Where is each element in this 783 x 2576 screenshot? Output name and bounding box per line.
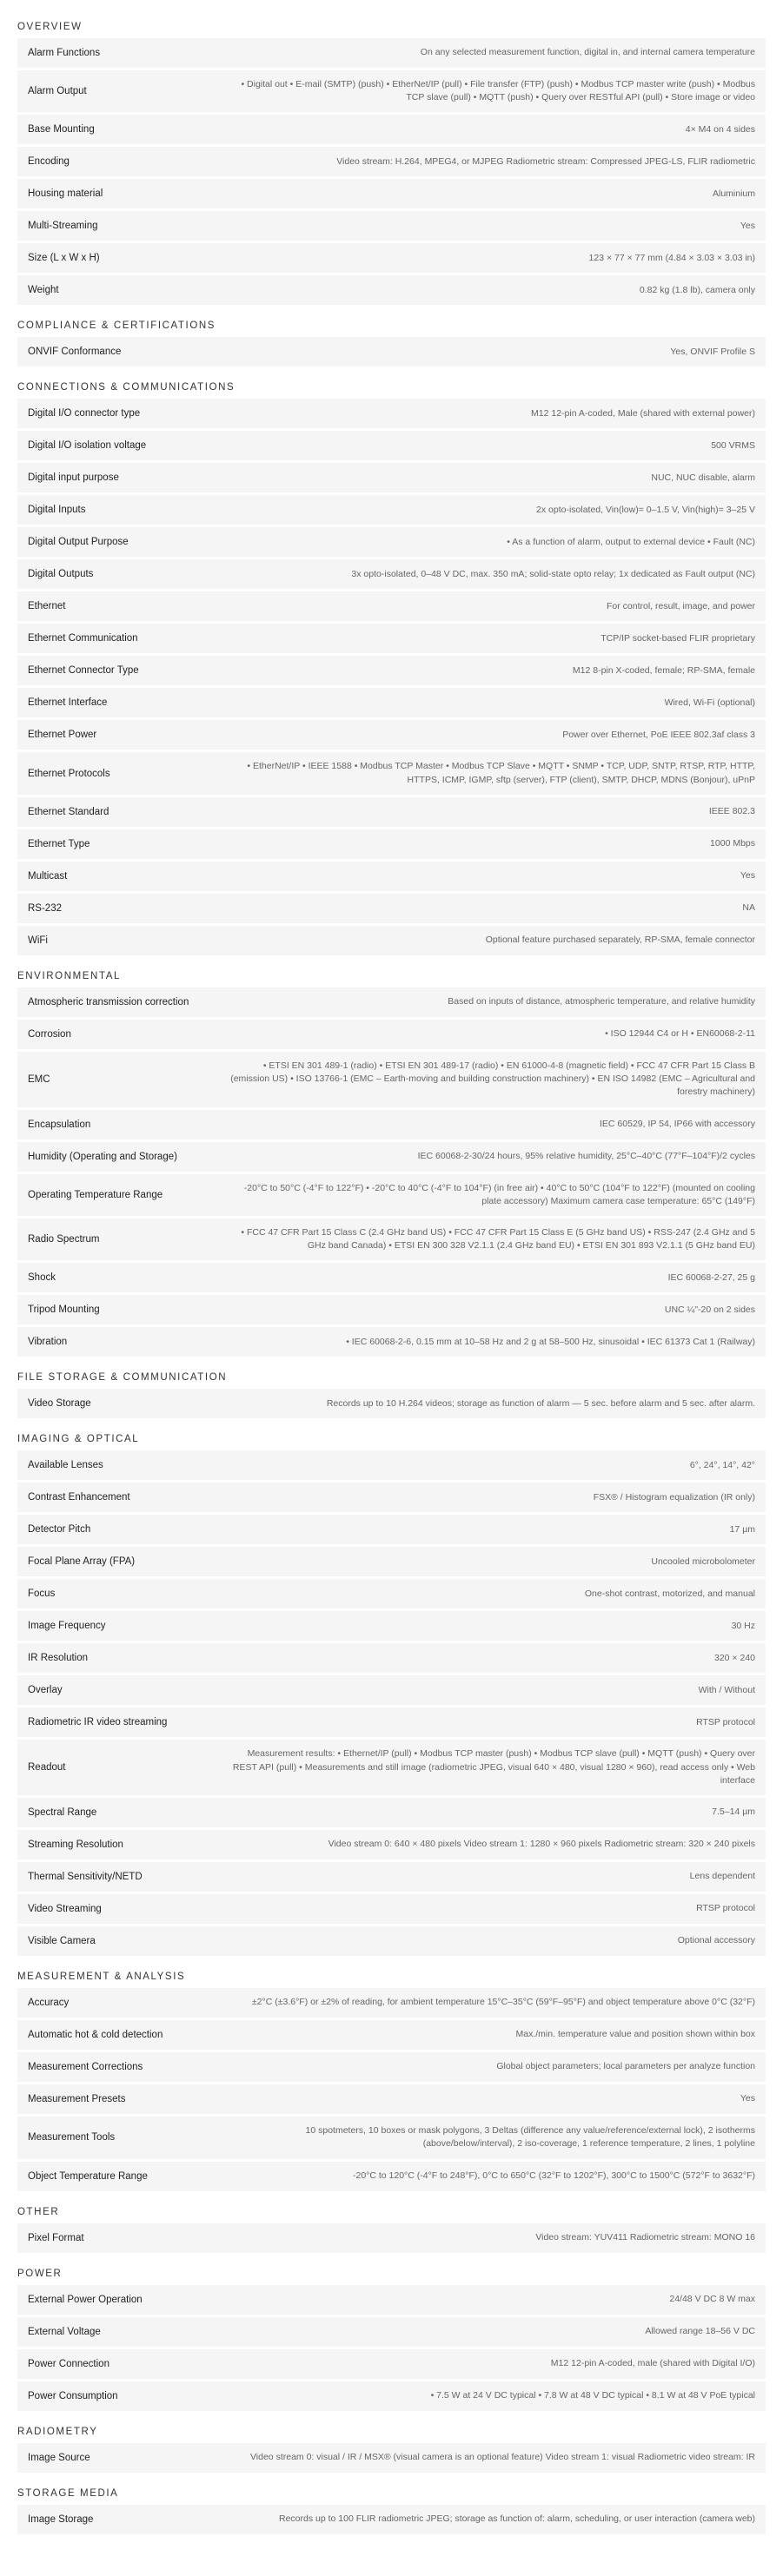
- spec-value: M12 8-pin X-coded, female; RP-SMA, female: [572, 664, 755, 676]
- spec-section: [17, 1434, 766, 1956]
- spec-label: Pixel Format: [28, 2232, 84, 2243]
- section-title: ENVIRONMENTAL: [17, 970, 121, 981]
- spec-label: Contrast Enhancement: [28, 1492, 130, 1503]
- spec-label: Alarm Output: [28, 86, 87, 97]
- spec-label: Tripod Mounting: [28, 1305, 100, 1316]
- spec-value: -20°C to 50°C (-4°F to 122°F) • -20°C to 40°C (-4°F to 104°F) (in free air) • 40°C to 50°C (104°F to 122°F) (mounted on cooling plate accessory) Maximum camera case temperature: 65°C (149°F): [243, 1182, 755, 1206]
- spec-row: [17, 337, 766, 367]
- spec-value: 17 µm: [729, 1523, 755, 1535]
- spec-row: [17, 1295, 766, 1324]
- spec-label: Ethernet: [28, 601, 66, 612]
- spec-value: 0.82 kg (1.8 lb), camera only: [639, 284, 755, 295]
- spec-row: [17, 1389, 766, 1418]
- section-title: RADIOMETRY: [17, 2426, 98, 2437]
- spec-row: [17, 495, 766, 525]
- spec-row: [17, 1675, 766, 1705]
- spec-row: [17, 38, 766, 68]
- section-title: OTHER: [17, 2206, 60, 2217]
- spec-label: Focal Plane Array (FPA): [28, 1556, 136, 1568]
- spec-value: Wired, Wi-Fi (optional): [664, 697, 755, 708]
- spec-label: Corrosion: [28, 1028, 71, 1040]
- spec-value: 4× M4 on 4 sides: [685, 123, 755, 135]
- spec-label: Alarm Functions: [28, 48, 101, 58]
- spec-section: [17, 2269, 766, 2411]
- spec-row: [17, 1830, 766, 1859]
- spec-row: [17, 1611, 766, 1641]
- spec-section: [17, 22, 766, 305]
- spec-row: [17, 1450, 766, 1480]
- spec-row: [17, 463, 766, 492]
- spec-row: [17, 829, 766, 859]
- spec-value: • Digital out • E-mail (SMTP) (push) • EtherNet/IP (pull) • File transfer (FTP) (push) • Modbus TCP master write (push) • Modbus TCP slave (pull) • MQTT (push) • Query over RESTful API (pull) • Store image or video: [241, 79, 755, 103]
- spec-value: Global object parameters; local parameters per analyze function: [496, 2061, 755, 2072]
- spec-label: Accuracy: [28, 1998, 70, 2009]
- spec-row: [17, 1894, 766, 1924]
- spec-label: Measurement Presets: [28, 2094, 126, 2105]
- spec-row: [17, 1020, 766, 1049]
- spec-row: [17, 559, 766, 589]
- spec-section: [17, 2207, 766, 2253]
- spec-value: FSX® / Histogram equalization (IR only): [593, 1491, 755, 1503]
- section-title: OVERVIEW: [17, 22, 83, 32]
- spec-row: [17, 1515, 766, 1544]
- spec-value: 2x opto-isolated, Vin(low)= 0–1.5 V, Vin(high)= 3–25 V: [536, 504, 755, 515]
- spec-label: Video Streaming: [28, 1904, 102, 1915]
- spec-label: Image Storage: [28, 2513, 94, 2525]
- spec-label: WiFi: [28, 935, 48, 946]
- spec-label: Power Consumption: [28, 2390, 118, 2401]
- spec-label: Radio Spectrum: [28, 1234, 100, 1245]
- spec-row: [17, 2349, 766, 2379]
- spec-label: Image Frequency: [28, 1621, 106, 1632]
- spec-row: [17, 2317, 766, 2347]
- spec-row: [17, 2162, 766, 2191]
- spec-value: Aluminium: [712, 188, 755, 199]
- spec-row: [17, 1219, 766, 1260]
- spec-value: • 7.5 W at 24 V DC typical • 7.8 W at 48 V DC typical • 8.1 W at 48 V PoE typical: [430, 2389, 755, 2401]
- spec-label: Power Connection: [28, 2358, 109, 2369]
- spec-value: On any selected measurement function, digital in, and internal camera temperature: [420, 47, 755, 58]
- spec-row: [17, 2505, 766, 2534]
- spec-label: RS-232: [28, 902, 62, 914]
- spec-value: 6°, 24°, 14°, 42°: [689, 1459, 755, 1470]
- spec-row: [17, 1740, 766, 1795]
- spec-label: Humidity (Operating and Storage): [28, 1151, 177, 1162]
- spec-value: TCP/IP socket-based FLIR proprietary: [601, 632, 755, 644]
- spec-value: 1000 Mbps: [710, 838, 755, 849]
- spec-label: Ethernet Communication: [28, 633, 138, 644]
- spec-row: [17, 2052, 766, 2082]
- spec-row: [17, 399, 766, 428]
- spec-row: [17, 70, 766, 112]
- spec-value: Yes: [740, 870, 755, 882]
- spec-row: [17, 591, 766, 621]
- spec-label: Digital Output Purpose: [28, 537, 129, 548]
- spec-value: • FCC 47 CFR Part 15 Class C (2.4 GHz band US) • FCC 47 CFR Part 15 Class E (5 GHz band US) • RSS-247 (2.4 GHz and 5 GHz band Canada) • ETSI EN 300 328 V2.1.1 (2.4 GHz band EU) • ETSI EN 301 893 V2.1.1 (5 GHz band EU): [241, 1226, 755, 1252]
- spec-row: [17, 115, 766, 144]
- spec-value: 7.5–14 µm: [712, 1807, 755, 1818]
- spec-value: IEC 60068-2-30/24 hours, 95% relative humidity, 25°C–40°C (77°F–104°F)/2 cycles: [417, 1150, 755, 1161]
- spec-value: 30 Hz: [731, 1620, 755, 1631]
- spec-label: Available Lenses: [28, 1460, 103, 1471]
- spec-value: -20°C to 120°C (-4°F to 248°F), 0°C to 650°C (32°F to 1202°F), 300°C to 1500°C (572°F to 3632°F): [352, 2170, 755, 2181]
- spec-row: [17, 1798, 766, 1827]
- spec-value: Optional accessory: [677, 1935, 755, 1946]
- spec-section: [17, 2488, 766, 2534]
- spec-value: • IEC 60068-2-6, 0.15 mm at 10–58 Hz and 2 g at 58–500 Hz, sinusoidal • IEC 61373 Cat 1 (Railway): [346, 1336, 755, 1347]
- spec-label: Size (L x W x H): [28, 253, 100, 264]
- spec-label: Ethernet Standard: [28, 806, 109, 817]
- spec-label: Overlay: [28, 1685, 63, 1696]
- spec-row: [17, 752, 766, 794]
- spec-value: Yes: [740, 220, 755, 231]
- spec-label: Ethernet Connector Type: [28, 665, 139, 677]
- spec-row: [17, 1547, 766, 1576]
- spec-label: External Power Operation: [28, 2294, 143, 2305]
- spec-row: [17, 2381, 766, 2411]
- spec-label: Housing material: [28, 188, 103, 200]
- spec-value: With / Without: [698, 1684, 755, 1695]
- section-title: CONNECTIONS & COMMUNICATIONS: [17, 382, 236, 393]
- spec-value: Yes, ONVIF Profile S: [670, 346, 755, 357]
- spec-value: 3x opto-isolated, 0–48 V DC, max. 350 mA; solid-state opto relay; 1x dedicated as Fault output (NC): [351, 568, 755, 579]
- spec-label: Thermal Sensitivity/NETD: [28, 1872, 143, 1883]
- spec-value: IEC 60529, IP 54, IP66 with accessory: [600, 1118, 755, 1129]
- spec-row: [17, 2084, 766, 2114]
- spec-row: [17, 211, 766, 241]
- spec-label: Radiometric IR video streaming: [28, 1717, 168, 1728]
- spec-label: Digital Outputs: [28, 569, 94, 580]
- spec-label: Visible Camera: [28, 1936, 96, 1947]
- spec-label: Image Source: [28, 2452, 90, 2463]
- spec-label: Atmospheric transmission correction: [28, 996, 189, 1007]
- spec-row: [17, 1142, 766, 1172]
- spec-value: RTSP protocol: [696, 1716, 755, 1727]
- section-title: MEASUREMENT & ANALYSIS: [17, 1972, 186, 1983]
- spec-label: Encoding: [28, 156, 70, 168]
- section-title: FILE STORAGE & COMMUNICATION: [17, 1372, 228, 1384]
- spec-label: Ethernet Type: [28, 838, 90, 849]
- spec-value: Records up to 10 H.264 videos; storage as function of alarm — 5 sec. before alarm and 5 sec. after alarm.: [326, 1397, 755, 1409]
- spec-row: [17, 656, 766, 685]
- spec-value: Uncooled microbolometer: [651, 1556, 755, 1567]
- spec-row: [17, 1263, 766, 1292]
- spec-section: [17, 1372, 766, 1418]
- spec-value: M12 12-pin A-coded, Male (shared with external power): [531, 407, 755, 419]
- spec-label: Measurement Corrections: [28, 2062, 143, 2073]
- spec-value: Video stream 0: visual / IR / MSX® (visual camera is an optional feature) Video stream 1: visual Radiometric video stream: IR: [249, 2451, 755, 2462]
- spec-label: Object Temperature Range: [28, 2170, 148, 2182]
- spec-label: Measurement Tools: [28, 2132, 116, 2143]
- spec-row: [17, 275, 766, 305]
- spec-section: [17, 971, 766, 1357]
- spec-label: Detector Pitch: [28, 1524, 91, 1536]
- spec-row: [17, 862, 766, 891]
- spec-label: Multicast: [28, 870, 68, 882]
- spec-value: UNC ¼"-20 on 2 sides: [664, 1304, 755, 1315]
- spec-value: NUC, NUC disable, alarm: [651, 472, 755, 483]
- spec-value: • ISO 12944 C4 or H • EN60068-2-11: [605, 1028, 755, 1040]
- spec-row: [17, 2117, 766, 2158]
- spec-value: Lens dependent: [689, 1871, 755, 1882]
- spec-label: Ethernet Protocols: [28, 768, 110, 779]
- spec-label: Vibration: [28, 1337, 68, 1348]
- section-title: POWER: [17, 2268, 63, 2279]
- spec-value: ±2°C (±3.6°F) or ±2% of reading, for ambient temperature 15°C–35°C (59°F–95°F) and object temperature above 0°C (32°F): [251, 1997, 755, 2008]
- spec-value: Optional feature purchased separately, RP-SMA, female connector: [485, 935, 755, 946]
- spec-label: Digital I/O isolation voltage: [28, 440, 147, 452]
- spec-row: [17, 926, 766, 955]
- spec-row: [17, 1988, 766, 2018]
- spec-label: ONVIF Conformance: [28, 347, 122, 358]
- spec-section: [17, 1972, 766, 2190]
- spec-value: IEEE 802.3: [708, 806, 755, 817]
- spec-row: [17, 1862, 766, 1892]
- spec-label: Focus: [28, 1589, 56, 1600]
- spec-section: [17, 382, 766, 954]
- spec-label: Ethernet Interface: [28, 697, 108, 709]
- spec-label: Digital Inputs: [28, 505, 86, 516]
- spec-value: Video stream: YUV411 Radiometric stream: MONO 16: [535, 2231, 755, 2242]
- spec-label: Weight: [28, 285, 59, 296]
- spec-section: [17, 320, 766, 367]
- spec-row: [17, 720, 766, 750]
- spec-value: • ETSI EN 301 489-1 (radio) • ETSI EN 301 489-17 (radio) • EN 61000-4-8 (magnetic field) • FCC 47 CFR Part 15 Class B (emission US) • ISO 13766-1 (EMC – Earth-moving and building construction machinery) • EN ISO 14982 (EMC – Agricultural and forestry machinery): [230, 1060, 755, 1098]
- spec-value: Power over Ethernet, PoE IEEE 802.3af class 3: [562, 729, 755, 740]
- spec-value: Video stream 0: 640 × 480 pixels Video stream 1: 1280 × 960 pixels Radiometric stream: 320 × 240 pixels: [328, 1839, 755, 1850]
- spec-row: [17, 243, 766, 273]
- spec-value: Records up to 100 FLIR radiometric JPEG; storage as function of: alarm, scheduling, or user interaction (camera web): [279, 2513, 755, 2524]
- section-title: COMPLIANCE & CERTIFICATIONS: [17, 320, 216, 332]
- spec-row: [17, 797, 766, 827]
- spec-row: [17, 2443, 766, 2473]
- spec-row: [17, 431, 766, 460]
- spec-row: [17, 527, 766, 557]
- spec-value: Video stream: H.264, MPEG4, or MJPEG Radiometric stream: Compressed JPEG-LS, FLIR radiometric: [336, 155, 755, 167]
- spec-row: [17, 1110, 766, 1139]
- spec-row: [17, 894, 766, 923]
- spec-value: M12 12-pin A-coded, male (shared with Digital I/O): [550, 2357, 755, 2368]
- spec-value: 320 × 240: [713, 1652, 755, 1663]
- spec-row: [17, 147, 766, 176]
- spec-row: [17, 1483, 766, 1512]
- spec-label: Readout: [28, 1762, 66, 1773]
- spec-value: Allowed range 18–56 V DC: [645, 2325, 755, 2336]
- spec-label: Operating Temperature Range: [28, 1189, 163, 1200]
- spec-label: Spectral Range: [28, 1807, 97, 1819]
- spec-row: [17, 624, 766, 653]
- spec-label: Multi-Streaming: [28, 221, 98, 232]
- spec-label: External Voltage: [28, 2326, 101, 2337]
- spec-value: Based on inputs of distance, atmospheric temperature, and relative humidity: [448, 996, 755, 1007]
- spec-label: Encapsulation: [28, 1119, 91, 1130]
- spec-label: Digital I/O connector type: [28, 408, 141, 419]
- spec-row: [17, 1174, 766, 1216]
- spec-label: Video Storage: [28, 1398, 91, 1410]
- spec-value: 500 VRMS: [711, 439, 755, 451]
- spec-row: [17, 1052, 766, 1107]
- spec-value: Measurement results: • Ethernet/IP (pull) • Modbus TCP master (push) • Modbus TCP slave (pull) • MQTT (push) • Query over REST API (pull) • Measurements and still image (radiometric JPEG, visual 640 × 480, visual 1280 × 960), read access only • Web interface: [232, 1748, 755, 1786]
- spec-label: Base Mounting: [28, 124, 95, 135]
- spec-row: [17, 179, 766, 208]
- spec-row: [17, 1643, 766, 1673]
- spec-row: [17, 1579, 766, 1608]
- spec-row: [17, 2285, 766, 2315]
- spec-row: [17, 987, 766, 1017]
- spec-value: • EtherNet/IP • IEEE 1588 • Modbus TCP Master • Modbus TCP Slave • MQTT • SNMP • TCP, UDP, SNTP, RTSP, RTP, HTTP, HTTPS, ICMP, IGMP, sftp (server), FTP (client), SMTP, DHCP, MDNS (Bonjour), uPnP: [247, 761, 755, 785]
- spec-row: [17, 2020, 766, 2050]
- spec-value: 24/48 V DC 8 W max: [669, 2293, 755, 2304]
- spec-row: [17, 1707, 766, 1737]
- spec-label: Shock: [28, 1272, 56, 1284]
- spec-value: 123 × 77 × 77 mm (4.84 × 3.03 × 3.03 in): [588, 252, 755, 263]
- spec-value: 10 spotmeters, 10 boxes or mask polygons, 3 Deltas (difference any value/reference/external lock), 2 isotherms (above/below/interval), 2 iso-coverage, 1 reference temperature, 2 lines, 1 polyline: [305, 2125, 755, 2150]
- spec-value: NA: [742, 902, 755, 914]
- spec-label: Automatic hot & cold detection: [28, 2030, 163, 2041]
- spec-label: EMC: [28, 1073, 50, 1085]
- spec-row: [17, 688, 766, 717]
- section-title: STORAGE MEDIA: [17, 2487, 119, 2499]
- spec-section: [17, 2427, 766, 2473]
- spec-value: RTSP protocol: [696, 1903, 755, 1914]
- spec-label: Digital input purpose: [28, 472, 119, 484]
- spec-value: Max./min. temperature value and position shown within box: [515, 2029, 755, 2040]
- spec-value: • As a function of alarm, output to external device • Fault (NC): [507, 536, 755, 547]
- spec-label: Streaming Resolution: [28, 1840, 123, 1851]
- spec-row: [17, 1926, 766, 1956]
- spec-value: For control, result, image, and power: [607, 600, 755, 611]
- spec-row: [17, 2223, 766, 2253]
- spec-label: IR Resolution: [28, 1653, 89, 1664]
- spec-value: Yes: [740, 2093, 755, 2104]
- spec-row: [17, 1327, 766, 1357]
- spec-label: Ethernet Power: [28, 730, 97, 741]
- spec-value: IEC 60068-2-27, 25 g: [667, 1271, 755, 1283]
- spec-value: One-shot contrast, motorized, and manual: [584, 1588, 755, 1599]
- section-title: IMAGING & OPTICAL: [17, 1434, 140, 1445]
